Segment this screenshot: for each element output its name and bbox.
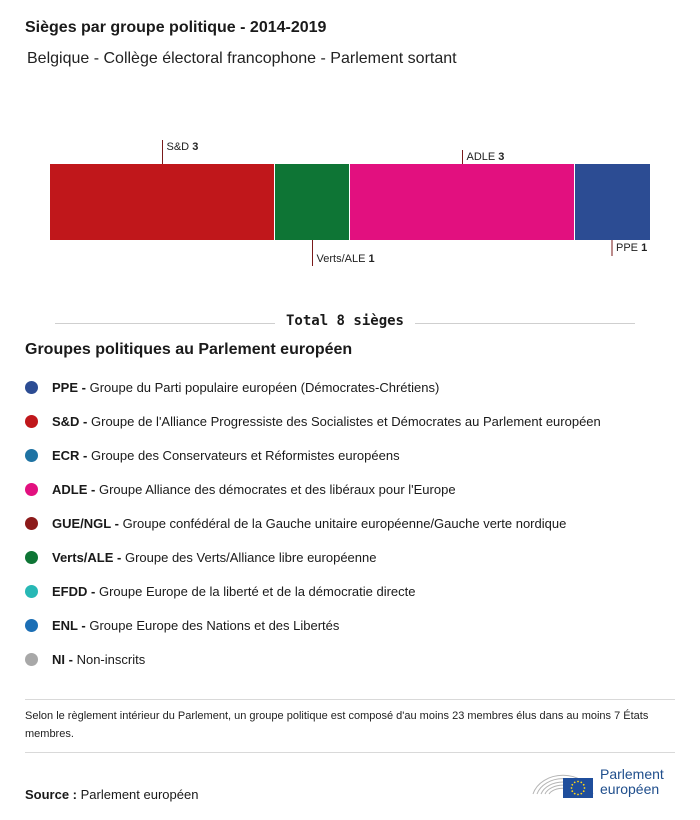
legend-color-dot <box>25 449 38 462</box>
legend-desc: Non-inscrits <box>76 651 146 667</box>
bar-segment-ppe <box>575 164 650 240</box>
total-seats <box>55 313 635 329</box>
legend-color-dot <box>25 517 38 530</box>
divider-top <box>25 699 675 700</box>
segment-label-name: ADLE <box>466 151 499 163</box>
segment-label-value: 3 <box>192 141 199 153</box>
legend-item <box>25 642 685 676</box>
legend-item <box>25 540 685 574</box>
legend-desc: Groupe Europe de la liberté et de la démocratie directe <box>98 583 416 599</box>
european-parliament-logo <box>527 760 687 804</box>
legend-color-dot <box>25 653 38 666</box>
legend-desc: Groupe de l'Alliance Progressiste des Socialistes et Démocrates au Parlement européen <box>91 413 601 429</box>
segment-label <box>167 141 199 153</box>
hemicycle-flag-icon <box>527 760 597 804</box>
total-seats-label: Total 8 sièges <box>276 313 414 329</box>
segment-label-name: S&D <box>166 141 193 153</box>
legend-color-dot <box>25 551 38 564</box>
logo-line-1: Parlement <box>600 766 664 782</box>
legend-desc: Groupe Europe des Nations et des Libertés <box>89 617 340 633</box>
legend-color-dot <box>25 619 38 632</box>
source-label: Source : <box>25 787 78 802</box>
legend-abbr: EFDD - <box>52 583 96 599</box>
legend-desc: Groupe confédéral de la Gauche unitaire européenne/Gauche verte nordique <box>122 515 567 531</box>
legend-abbr: Verts/ALE - <box>52 549 122 565</box>
legend-color-dot <box>25 415 38 428</box>
legend-abbr: S&D - <box>52 413 88 429</box>
legend-item <box>25 574 685 608</box>
legend-item <box>25 370 685 404</box>
segment-label-name: Verts/ALE <box>316 253 369 265</box>
legend-item <box>25 472 685 506</box>
legend-item <box>25 438 685 472</box>
chart-subtitle: Belgique - Collège électoral francophone - Parlement sortant <box>27 50 457 67</box>
segment-label-value: 3 <box>498 151 505 163</box>
legend-color-dot <box>25 381 38 394</box>
logo-text <box>600 767 664 797</box>
legend-abbr: ECR - <box>52 447 88 463</box>
segment-label <box>616 242 647 254</box>
bar-segment-verts-ale <box>275 164 349 240</box>
legend-abbr: PPE - <box>52 379 86 395</box>
seats-stacked-bar-chart <box>0 130 700 280</box>
legend-abbr: ADLE - <box>52 481 96 497</box>
legend-item <box>25 506 685 540</box>
footnote: Selon le règlement intérieur du Parlement, un groupe politique est composé d'au moins 23 membres élus dans au moins 7 États membres. <box>25 710 649 740</box>
source <box>25 787 198 802</box>
segment-label <box>317 253 375 265</box>
segment-label-value: 1 <box>368 253 375 265</box>
legend-color-dot <box>25 483 38 496</box>
segment-label-name: PPE <box>616 242 642 254</box>
legend-item <box>25 608 685 642</box>
legend-abbr: NI - <box>52 651 73 667</box>
divider-bottom <box>25 752 675 753</box>
segment-label-value: 1 <box>641 242 648 254</box>
bar-segment-adle <box>350 164 574 240</box>
segment-label <box>467 151 505 163</box>
legend-color-dot <box>25 585 38 598</box>
legend-desc: Groupe des Conservateurs et Réformistes européens <box>91 447 400 463</box>
legend-desc: Groupe du Parti populaire européen (Démocrates-Chrétiens) <box>89 379 440 395</box>
legend-title: Groupes politiques au Parlement européen <box>25 341 353 358</box>
source-value: Parlement européen <box>80 787 199 802</box>
legend-abbr: ENL - <box>52 617 86 633</box>
legend <box>25 370 685 676</box>
legend-desc: Groupe des Verts/Alliance libre européenne <box>124 549 377 565</box>
total-row <box>55 311 635 335</box>
logo-line-2: européen <box>600 781 660 797</box>
chart-title: Sièges par groupe politique - 2014-2019 <box>25 19 327 36</box>
legend-item <box>25 404 685 438</box>
bar-segment-s-d <box>50 164 274 240</box>
legend-desc: Groupe Alliance des démocrates et des libéraux pour l'Europe <box>98 481 456 497</box>
legend-abbr: GUE/NGL - <box>52 515 119 531</box>
